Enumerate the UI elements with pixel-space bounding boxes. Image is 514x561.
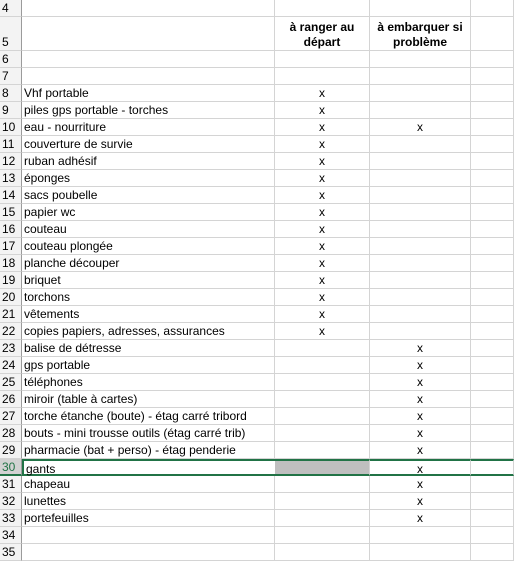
cell-item[interactable]: [22, 544, 275, 561]
cell-empty[interactable]: [471, 289, 514, 306]
cell-embarquer[interactable]: [370, 272, 471, 289]
sheet-row: [0, 527, 514, 544]
sheet-row: [0, 204, 514, 221]
cell-ranger[interactable]: x: [275, 221, 370, 238]
row-header[interactable]: 28: [0, 425, 22, 442]
cell-embarquer[interactable]: [370, 153, 471, 170]
cell-embarquer[interactable]: [370, 68, 471, 85]
cell-embarquer[interactable]: [370, 527, 471, 544]
sheet-row: [0, 544, 514, 561]
cell-item[interactable]: torche étanche (boute) - étag carré tribord: [22, 408, 275, 425]
cell-embarquer[interactable]: x: [370, 510, 471, 527]
row-header[interactable]: 27: [0, 408, 22, 425]
row-header[interactable]: 22: [0, 323, 22, 340]
sheet-row: [0, 187, 514, 204]
column-header-embarquer[interactable]: à embarquer si problème: [370, 17, 471, 51]
row-header[interactable]: 20: [0, 289, 22, 306]
cell-empty[interactable]: [471, 306, 514, 323]
row-header[interactable]: 31: [0, 476, 22, 493]
row-header[interactable]: 26: [0, 391, 22, 408]
row-header[interactable]: 10: [0, 119, 22, 136]
cell-empty[interactable]: [471, 221, 514, 238]
cell-item[interactable]: pharmacie (bat + perso) - étag penderie: [22, 442, 275, 459]
cell-empty[interactable]: [471, 459, 514, 476]
cell-item[interactable]: balise de détresse: [22, 340, 275, 357]
row-header[interactable]: 32: [0, 493, 22, 510]
cell-ranger[interactable]: x: [275, 170, 370, 187]
cell-ranger[interactable]: [275, 374, 370, 391]
cell-embarquer[interactable]: [370, 102, 471, 119]
sheet-row: [0, 272, 514, 289]
cell-item[interactable]: lunettes: [22, 493, 275, 510]
cell-ranger[interactable]: [275, 0, 370, 17]
cell-ranger[interactable]: x: [275, 289, 370, 306]
cell-empty[interactable]: [471, 527, 514, 544]
sheet-row: [0, 374, 514, 391]
row-header[interactable]: 34: [0, 527, 22, 544]
cell-ranger[interactable]: [275, 442, 370, 459]
cell-item[interactable]: ruban adhésif: [22, 153, 275, 170]
cell-empty[interactable]: [471, 323, 514, 340]
cell-ranger[interactable]: [275, 493, 370, 510]
cell-empty[interactable]: [471, 544, 514, 561]
cell-embarquer[interactable]: [370, 306, 471, 323]
cell-ranger[interactable]: x: [275, 119, 370, 136]
cell-item[interactable]: vêtements: [22, 306, 275, 323]
sheet-row: [0, 357, 514, 374]
cell-ranger[interactable]: x: [275, 85, 370, 102]
cell-embarquer[interactable]: x: [370, 476, 471, 493]
cell-item[interactable]: [22, 527, 275, 544]
cell-item[interactable]: papier wc: [22, 204, 275, 221]
cell-item[interactable]: piles gps portable - torches: [22, 102, 275, 119]
row-header[interactable]: 6: [0, 51, 22, 68]
cell-item[interactable]: couteau: [22, 221, 275, 238]
cell-empty[interactable]: [471, 204, 514, 221]
cell-item[interactable]: Vhf portable: [22, 85, 275, 102]
sheet-row: [0, 289, 514, 306]
cell-item[interactable]: bouts - mini trousse outils (étag carré trib): [22, 425, 275, 442]
sheet-row: [0, 255, 514, 272]
cell-empty[interactable]: [471, 0, 514, 17]
cell-empty[interactable]: [471, 476, 514, 493]
cell-item[interactable]: téléphones: [22, 374, 275, 391]
cell-ranger[interactable]: x: [275, 255, 370, 272]
cell-empty[interactable]: [471, 17, 514, 51]
cell-item[interactable]: éponges: [22, 170, 275, 187]
row-header[interactable]: 16: [0, 221, 22, 238]
cell-embarquer[interactable]: x: [370, 119, 471, 136]
cell-ranger[interactable]: [275, 510, 370, 527]
sheet-row-selected: [0, 459, 514, 476]
cell-ranger[interactable]: x: [275, 306, 370, 323]
cell-ranger[interactable]: x: [275, 136, 370, 153]
cell-empty[interactable]: [471, 51, 514, 68]
row-header[interactable]: 4: [0, 0, 22, 17]
cell-item[interactable]: sacs poubelle: [22, 187, 275, 204]
cell-empty[interactable]: [471, 102, 514, 119]
row-header[interactable]: 19: [0, 272, 22, 289]
sheet-row: [0, 306, 514, 323]
sheet-row: [0, 136, 514, 153]
cell-embarquer[interactable]: x: [370, 459, 471, 476]
cell-ranger[interactable]: [275, 425, 370, 442]
cell-ranger[interactable]: [275, 476, 370, 493]
row-header[interactable]: 29: [0, 442, 22, 459]
cell-ranger[interactable]: [275, 527, 370, 544]
cell-empty[interactable]: [471, 187, 514, 204]
cell-empty[interactable]: [471, 85, 514, 102]
cell-empty[interactable]: [471, 391, 514, 408]
cell-embarquer[interactable]: [370, 170, 471, 187]
row-header[interactable]: 25: [0, 374, 22, 391]
cell-item[interactable]: [22, 51, 275, 68]
sheet-row: [0, 408, 514, 425]
row-header[interactable]: 23: [0, 340, 22, 357]
sheet-row: [0, 391, 514, 408]
sheet-row: [0, 119, 514, 136]
row-header[interactable]: 11: [0, 136, 22, 153]
cell-embarquer[interactable]: x: [370, 340, 471, 357]
row-header[interactable]: 18: [0, 255, 22, 272]
cell-item[interactable]: [22, 17, 275, 51]
cell-embarquer[interactable]: [370, 85, 471, 102]
cell-embarquer[interactable]: [370, 289, 471, 306]
sheet-row: [0, 442, 514, 459]
cell-item[interactable]: briquet: [22, 272, 275, 289]
cell-item[interactable]: gps portable: [22, 357, 275, 374]
cell-embarquer[interactable]: [370, 136, 471, 153]
cell-ranger[interactable]: [275, 459, 370, 476]
row-header[interactable]: 13: [0, 170, 22, 187]
row-header[interactable]: 24: [0, 357, 22, 374]
header-row: [0, 17, 514, 51]
cell-empty[interactable]: [471, 255, 514, 272]
cell-embarquer[interactable]: x: [370, 391, 471, 408]
sheet-row: [0, 102, 514, 119]
row-header[interactable]: 7: [0, 68, 22, 85]
cell-empty[interactable]: [471, 170, 514, 187]
cell-embarquer[interactable]: x: [370, 357, 471, 374]
cell-embarquer[interactable]: [370, 187, 471, 204]
cell-item[interactable]: miroir (table à cartes): [22, 391, 275, 408]
cell-empty[interactable]: [471, 493, 514, 510]
cell-embarquer[interactable]: [370, 221, 471, 238]
cell-empty[interactable]: [471, 272, 514, 289]
cell-embarquer[interactable]: x: [370, 425, 471, 442]
cell-empty[interactable]: [471, 510, 514, 527]
row-header[interactable]: 8: [0, 85, 22, 102]
cell-embarquer[interactable]: [370, 51, 471, 68]
sheet-row: [0, 153, 514, 170]
cell-embarquer[interactable]: [370, 204, 471, 221]
sheet-row: [0, 340, 514, 357]
row-header[interactable]: 35: [0, 544, 22, 561]
sheet-row: [0, 510, 514, 527]
cell-empty[interactable]: [471, 238, 514, 255]
row-header[interactable]: 15: [0, 204, 22, 221]
cell-embarquer[interactable]: x: [370, 493, 471, 510]
cell-empty[interactable]: [471, 136, 514, 153]
cell-ranger[interactable]: x: [275, 323, 370, 340]
cell-embarquer[interactable]: [370, 544, 471, 561]
row-header[interactable]: 21: [0, 306, 22, 323]
cell-embarquer[interactable]: x: [370, 374, 471, 391]
cell-empty[interactable]: [471, 68, 514, 85]
cell-embarquer[interactable]: [370, 323, 471, 340]
cell-ranger[interactable]: [275, 408, 370, 425]
cell-item[interactable]: [22, 68, 275, 85]
cell-empty[interactable]: [471, 340, 514, 357]
cell-item[interactable]: couverture de survie: [22, 136, 275, 153]
sheet-row: [0, 85, 514, 102]
cell-ranger[interactable]: [275, 340, 370, 357]
cell-item[interactable]: torchons: [22, 289, 275, 306]
cell-embarquer[interactable]: x: [370, 408, 471, 425]
cell-ranger[interactable]: x: [275, 204, 370, 221]
sheet-row: [0, 425, 514, 442]
cell-item[interactable]: gants: [22, 459, 275, 476]
cell-embarquer[interactable]: [370, 238, 471, 255]
row-header[interactable]: 14: [0, 187, 22, 204]
cell-ranger[interactable]: [275, 51, 370, 68]
cell-empty[interactable]: [471, 425, 514, 442]
row-header[interactable]: 17: [0, 238, 22, 255]
cell-item[interactable]: planche découper: [22, 255, 275, 272]
cell-embarquer[interactable]: x: [370, 442, 471, 459]
row-header[interactable]: 30: [0, 459, 22, 476]
row-header[interactable]: 33: [0, 510, 22, 527]
cell-item[interactable]: copies papiers, adresses, assurances: [22, 323, 275, 340]
cell-item[interactable]: eau - nourriture: [22, 119, 275, 136]
row-header[interactable]: 12: [0, 153, 22, 170]
cell-item[interactable]: [22, 0, 275, 17]
sheet-row: [0, 221, 514, 238]
cell-empty[interactable]: [471, 119, 514, 136]
sheet-row: [0, 0, 514, 17]
cell-ranger[interactable]: x: [275, 102, 370, 119]
cell-empty[interactable]: [471, 357, 514, 374]
cell-ranger[interactable]: x: [275, 153, 370, 170]
sheet-row: [0, 170, 514, 187]
cell-empty[interactable]: [471, 153, 514, 170]
cell-ranger[interactable]: [275, 391, 370, 408]
sheet-row: [0, 68, 514, 85]
cell-embarquer[interactable]: [370, 255, 471, 272]
cell-item[interactable]: chapeau: [22, 476, 275, 493]
sheet-row: [0, 476, 514, 493]
sheet-row: [0, 238, 514, 255]
cell-ranger[interactable]: x: [275, 238, 370, 255]
column-header-ranger[interactable]: à ranger au départ: [275, 17, 370, 51]
row-header[interactable]: 9: [0, 102, 22, 119]
cell-embarquer[interactable]: [370, 0, 471, 17]
cell-empty[interactable]: [471, 408, 514, 425]
cell-empty[interactable]: [471, 442, 514, 459]
row-header[interactable]: 5: [0, 17, 22, 51]
cell-ranger[interactable]: [275, 544, 370, 561]
sheet-row: [0, 51, 514, 68]
cell-ranger[interactable]: [275, 68, 370, 85]
cell-ranger[interactable]: x: [275, 272, 370, 289]
cell-ranger[interactable]: [275, 357, 370, 374]
cell-item[interactable]: couteau plongée: [22, 238, 275, 255]
cell-item[interactable]: portefeuilles: [22, 510, 275, 527]
sheet-row: [0, 493, 514, 510]
sheet-row: [0, 323, 514, 340]
cell-ranger[interactable]: x: [275, 187, 370, 204]
cell-empty[interactable]: [471, 374, 514, 391]
